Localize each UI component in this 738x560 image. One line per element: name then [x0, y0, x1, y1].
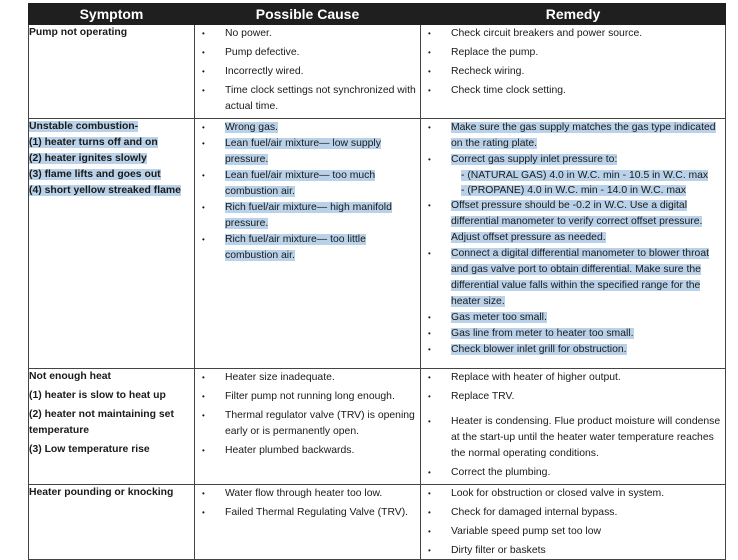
remedy-cell — [421, 485, 726, 560]
cause-item: • Incorrectly wired. — [195, 64, 420, 80]
cause-item: • Heater plumbed backwards. — [195, 443, 420, 459]
symptom-text: (2) heater not maintaining set temperature — [29, 409, 174, 436]
cause-item: • Wrong gas. — [195, 120, 420, 136]
symptom-text: (1) heater is slow to heat up — [29, 390, 166, 401]
cause-item: • No power. — [195, 26, 420, 42]
remedy-cell — [421, 25, 726, 119]
header-symptom: Symptom — [29, 4, 195, 25]
remedy-item: • Make sure the gas supply matches the gas type indicated on the rating plate. — [421, 120, 725, 152]
remedy-cell — [421, 369, 726, 485]
symptom-cell — [29, 485, 195, 560]
table-row — [29, 369, 726, 485]
symptom-text: (4) short yellow streaked flame — [29, 185, 181, 196]
symptom-text: (1) heater turns off and on — [29, 137, 158, 148]
cause-cell — [195, 369, 421, 485]
cause-item: • Time clock settings not synchronized with actual time. — [195, 83, 420, 115]
remedy-item: • Heater is condensing. Flue product moisture will condense at the start-up until the heater water temperature reaches the normal operating conditions. — [421, 414, 725, 462]
remedy-item: • Correct the plumbing. — [421, 465, 725, 481]
cause-item: • Rich fuel/air mixture— too little combustion air. — [195, 232, 420, 264]
remedy-item: • Connect a digital differential manometer to blower throat and gas valve port to obtain differential. Make sure the differential value falls within the specified range for the heater size. — [421, 246, 725, 310]
cause-item: • Rich fuel/air mixture— high manifold pressure. — [195, 200, 420, 232]
table-row — [29, 119, 726, 369]
symptom-text: Unstable combustion- — [29, 121, 139, 132]
cause-item: • Filter pump not running long enough. — [195, 389, 420, 405]
remedy-item: • Dirty filter or baskets — [421, 543, 725, 559]
cause-item: • Heater size inadequate. — [195, 370, 420, 386]
table-row — [29, 25, 726, 119]
remedy-item: • Check blower inlet grill for obstruction. — [421, 342, 725, 358]
cause-item: • Lean fuel/air mixture— too much combustion air. — [195, 168, 420, 200]
remedy-item: • Replace TRV. — [421, 389, 725, 405]
remedy-item: • Variable speed pump set too low — [421, 524, 725, 540]
cause-item: • Water flow through heater too low. — [195, 486, 420, 502]
cause-cell — [195, 485, 421, 560]
symptom-text: (2) heater ignites slowly — [29, 153, 147, 164]
remedy-item: • Check for damaged internal bypass. — [421, 505, 725, 521]
remedy-item: • Look for obstruction or closed valve in system. — [421, 486, 725, 502]
symptom-text: (3) Low temperature rise — [29, 444, 150, 455]
header-possible-cause: Possible Cause — [195, 4, 421, 25]
cause-item: • Thermal regulator valve (TRV) is opening early or is permanently open. — [195, 408, 420, 440]
symptom-cell — [29, 369, 195, 485]
symptom-text: (3) flame lifts and goes out — [29, 169, 161, 180]
remedy-item: • Check circuit breakers and power source. — [421, 26, 725, 42]
troubleshooting-table — [28, 3, 726, 560]
remedy-item: • Gas line from meter to heater too small. — [421, 326, 725, 342]
cause-item: • Pump defective. — [195, 45, 420, 61]
remedy-item: • Recheck wiring. — [421, 64, 725, 80]
cause-cell — [195, 25, 421, 119]
header-row — [29, 4, 726, 25]
remedy-item: • Gas meter too small. — [421, 310, 725, 326]
cause-item: • Failed Thermal Regulating Valve (TRV). — [195, 505, 420, 521]
remedy-item: • Replace the pump. — [421, 45, 725, 61]
symptom-text: Pump not operating — [29, 27, 128, 38]
symptom-text: Not enough heat — [29, 371, 111, 382]
remedy-item: • Offset pressure should be -0.2 in W.C. Use a digital differential manometer to verify correct offset pressure. Adjust offset pressure as needed. — [421, 198, 725, 246]
symptom-cell — [29, 119, 195, 369]
remedy-item: • Correct gas supply inlet pressure to: — [421, 152, 725, 168]
remedy-subitem: - (PROPANE) 4.0 in W.C. min - 14.0 in W.C. max — [461, 185, 686, 196]
cause-item: • Lean fuel/air mixture— low supply pressure. — [195, 136, 420, 168]
header-remedy: Remedy — [421, 4, 726, 25]
remedy-item: • Check time clock setting. — [421, 83, 725, 99]
symptom-cell — [29, 25, 195, 119]
remedy-subitem: - (NATURAL GAS) 4.0 in W.C. min - 10.5 in W.C. max — [461, 170, 709, 181]
table-row — [29, 485, 726, 560]
cause-cell — [195, 119, 421, 369]
remedy-item: • Replace with heater of higher output. — [421, 370, 725, 386]
symptom-text: Heater pounding or knocking — [29, 487, 174, 498]
remedy-cell — [421, 119, 726, 369]
